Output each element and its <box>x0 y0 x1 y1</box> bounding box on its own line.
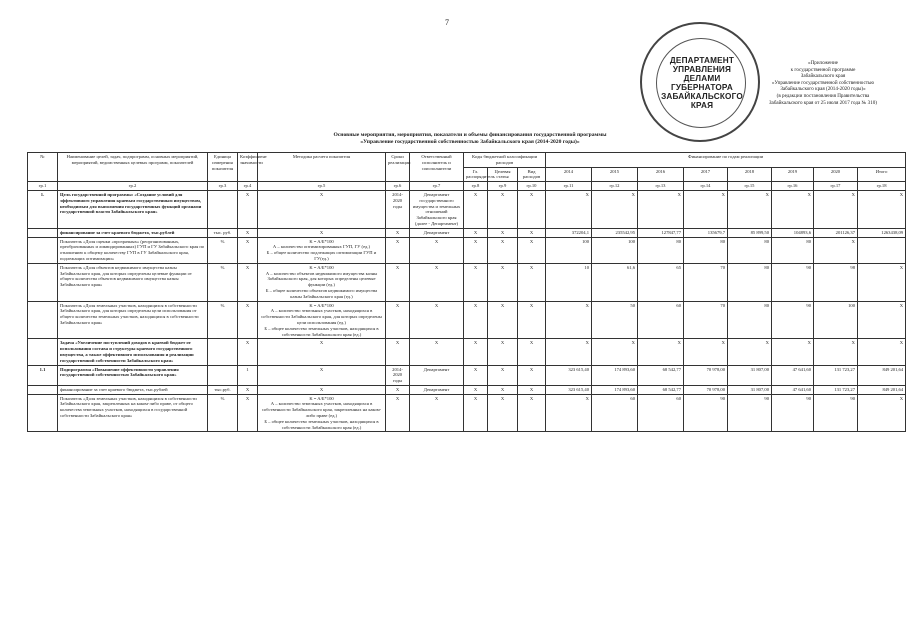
cell-target-code: X <box>488 228 518 237</box>
cell-responsible: X <box>410 237 464 263</box>
cell-name: Показатель «Доля земельных участков, находящихся в собственности Забайкальского края, закрепленных на каком-либо праве, от общего количества земельных участков, находящихся в государственной собственности Забайкальского края» <box>58 394 208 432</box>
cell-year-value: 131 723,27 <box>814 365 858 385</box>
column-number: гр.7 <box>410 182 464 191</box>
cell-kind-code: X <box>518 385 546 394</box>
method-line: Б – общее количество земельных участков, находящихся в собственности Забайкальского края (ед.) <box>264 418 379 430</box>
cell-term: X <box>386 385 410 394</box>
cell-year-value: 47 641,60 <box>772 365 814 385</box>
cell-term: X <box>386 339 410 365</box>
cell-target-code: X <box>488 237 518 263</box>
cell-year-value: 90 <box>772 394 814 432</box>
method-line: K = A/Б*100 <box>309 264 334 270</box>
header-unit: Единица измерения показателя <box>208 153 238 182</box>
cell-year-value: 70 <box>684 301 728 339</box>
column-number: гр.17 <box>814 182 858 191</box>
table-row <box>28 263 906 301</box>
cell-year-value: 60 <box>638 301 684 339</box>
table-row <box>28 339 906 365</box>
cell-year-value: 70 978,00 <box>684 385 728 394</box>
cell-coef: X <box>238 237 258 263</box>
cell-unit: % <box>208 394 238 432</box>
appendix-line: (в редакции постановления Правительства <box>776 92 870 99</box>
header-kind: Вид расходов <box>518 167 546 182</box>
cell-method <box>258 394 386 432</box>
cell-admin-code: X <box>464 301 488 339</box>
cell-kind-code: X <box>518 339 546 365</box>
method-line: X <box>319 386 324 392</box>
cell-responsible: X <box>410 339 464 365</box>
cell-coef: 1 <box>238 365 258 385</box>
page-number: 7 <box>445 18 449 27</box>
cell-unit: % <box>208 301 238 339</box>
cell-target-code: X <box>488 394 518 432</box>
cell-year-value: 90 <box>772 301 814 339</box>
cell-no <box>28 339 58 365</box>
cell-year-value: X <box>546 301 592 339</box>
cell-method <box>258 237 386 263</box>
cell-no <box>28 385 58 394</box>
appendix-line: Забайкальского края (2014-2020 годы)» <box>780 86 866 93</box>
cell-admin-code: X <box>464 385 488 394</box>
appendix-note <box>752 60 894 106</box>
cell-total: X <box>858 263 906 301</box>
appendix-line: Забайкальского края от 25 июля 2017 года № 310) <box>769 99 877 106</box>
header-year: 2017 <box>684 167 728 182</box>
header-year: 2020 <box>814 167 858 182</box>
cell-term: X <box>386 228 410 237</box>
cell-no: 1. <box>28 190 58 228</box>
method-line: Б – общее количество подлежащих оптимизации ГУП и ГУ(ед.) <box>266 250 377 261</box>
cell-term: X <box>386 237 410 263</box>
cell-admin-code: X <box>464 263 488 301</box>
stamp-line: ЗАБАЙКАЛЬСКОГО <box>661 92 743 101</box>
cell-coef: X <box>238 339 258 365</box>
header-budget-codes: Коды бюджетной классификации расходов <box>464 153 546 168</box>
cell-unit: тыс.руб. <box>208 385 238 394</box>
cell-method <box>258 339 386 365</box>
cell-year-value: X <box>546 339 592 365</box>
column-number: гр.14 <box>684 182 728 191</box>
column-number: гр.9 <box>488 182 518 191</box>
cell-year-value: 65 <box>638 263 684 301</box>
header-year: 2014 <box>546 167 592 182</box>
cell-year-value: 80 <box>728 237 772 263</box>
cell-year-value: 201126,37 <box>814 228 858 237</box>
header-method: Методика расчета показателя <box>258 153 386 182</box>
cell-year-value: X <box>684 190 728 228</box>
stamp-line: КРАЯ <box>690 101 714 110</box>
cell-term: X <box>386 301 410 339</box>
header-total: Итого <box>858 167 906 182</box>
cell-year-value: X <box>638 190 684 228</box>
cell-year-value: 235542,95 <box>592 228 638 237</box>
cell-no <box>28 228 58 237</box>
header-coef: Коэффициент значимости <box>238 153 258 182</box>
cell-year-value: X <box>684 339 728 365</box>
table-row <box>28 301 906 339</box>
cell-target-code: X <box>488 190 518 228</box>
table-row <box>28 190 906 228</box>
cell-responsible: Департамент государственного имущества и земельных отношений Забайкальского края (далее - Департамент) <box>410 190 464 228</box>
method-line: А – количество земельных участков, находящихся в собственности Забайкальского края, закрепленных на каком-либо праве (ед.) <box>261 401 382 419</box>
cell-unit <box>208 365 238 385</box>
column-number: гр.11 <box>546 182 592 191</box>
column-number: гр.2 <box>58 182 208 191</box>
cell-admin-code: X <box>464 228 488 237</box>
cell-no <box>28 237 58 263</box>
cell-term: X <box>386 263 410 301</box>
appendix-line: «Приложение <box>808 60 838 66</box>
cell-kind-code: X <box>518 394 546 432</box>
header-finance: Финансирование по годам реализации <box>546 153 906 168</box>
cell-coef: X <box>238 394 258 432</box>
cell-name: Задача «Увеличение поступлений доходов в краевой бюджет от использования состава и структуры краевого государственного имущества, а также эффективного использования и реализации государственной собственности Забайкальского края» <box>58 339 208 365</box>
cell-unit: % <box>208 263 238 301</box>
cell-year-value: 174 893,60 <box>592 365 638 385</box>
cell-name: Показатель «Доля объектов недвижимого имущества казны Забайкальского края, для которых определены целевые функции от общего количества объектов недвижимого имущества казны Забайкальского края» <box>58 263 208 301</box>
header-no: № <box>28 153 58 182</box>
cell-kind-code: X <box>518 301 546 339</box>
table-row <box>28 394 906 432</box>
cell-year-value: X <box>592 339 638 365</box>
header-target: Целевая статья <box>488 167 518 182</box>
table-row <box>28 385 906 394</box>
method-line: X <box>319 366 324 372</box>
stamp-text <box>642 56 762 110</box>
table-row <box>28 237 906 263</box>
cell-target-code: X <box>488 339 518 365</box>
cell-year-value: X <box>814 237 858 263</box>
method-line: А – количество земельных участков, находящихся в собственности Забайкальского края, для которых определены цели использования (ед.) <box>261 308 382 325</box>
column-number: гр.10 <box>518 182 546 191</box>
cell-responsible: Департамент <box>410 365 464 385</box>
method-line: K = A/Б*100 <box>309 395 334 401</box>
column-number-row <box>28 182 906 191</box>
cell-year-value: X <box>728 339 772 365</box>
cell-term: X <box>386 394 410 432</box>
cell-method <box>258 190 386 228</box>
cell-year-value: 127847,77 <box>638 228 684 237</box>
cell-total <box>858 237 906 263</box>
cell-year-value: 70 <box>684 263 728 301</box>
method-line: X <box>319 191 324 197</box>
cell-coef: X <box>238 301 258 339</box>
header-term: Сроки реализации <box>386 153 410 182</box>
cell-year-value: X <box>546 394 592 432</box>
cell-year-value: 323 615,40 <box>546 385 592 394</box>
cell-responsible: X <box>410 263 464 301</box>
appendix-line: «Управление государственной собственностью <box>771 79 875 86</box>
cell-year-value: 80 <box>638 237 684 263</box>
appendix-line: к государственной программе <box>790 66 856 73</box>
cell-admin-code: X <box>464 365 488 385</box>
cell-year-value: 80 <box>684 237 728 263</box>
method-line: X <box>319 340 324 346</box>
cell-unit <box>208 339 238 365</box>
cell-term: 2014-2020 годы <box>386 365 410 385</box>
method-line: А – количество объектов недвижимого имущества казны Забайкальского края, для которых определены целевые функции (ед.) <box>265 270 378 288</box>
cell-year-value: 323 615,40 <box>546 365 592 385</box>
cell-name: финансирование за счет краевого бюджета, тыс.рублей <box>58 385 208 394</box>
cell-name: Подпрограмма «Повышение эффективности управления государственной собственностью Забайкальского края» <box>58 365 208 385</box>
cell-target-code: X <box>488 365 518 385</box>
cell-year-value: 131 723,27 <box>814 385 858 394</box>
cell-year-value: X <box>546 190 592 228</box>
cell-kind-code: X <box>518 228 546 237</box>
column-number: гр.3 <box>208 182 238 191</box>
cell-no <box>28 263 58 301</box>
cell-year-value: 60 <box>638 394 684 432</box>
header-admin: Гл. распорядитель <box>464 167 488 182</box>
stamp-line: ДЕПАРТАМЕНТ <box>669 56 735 65</box>
cell-name: Цель государственной программы: «Создание условий для эффективного управления краевым государственным имуществом, необходимым для выполнения государственных функций органами государственной власти Забайкальского края» <box>58 190 208 228</box>
cell-no <box>28 301 58 339</box>
cell-responsible: X <box>410 301 464 339</box>
cell-year-value: X <box>728 190 772 228</box>
cell-term: 2014-2020 годы <box>386 190 410 228</box>
method-line: Б – общее количество земельных участков, находящихся в собственности Забайкальского края (ед.) <box>264 325 379 337</box>
cell-name: Показатель «Доля земельных участков, находящихся в собственности Забайкальского края, для которых определены цели использования от общего количества земельных участков, находящихся в собственности Забайкальского края» <box>58 301 208 339</box>
cell-year-value: 100 <box>546 237 592 263</box>
cell-year-value: 50 <box>592 301 638 339</box>
cell-coef: X <box>238 385 258 394</box>
cell-year-value: 104893,6 <box>772 228 814 237</box>
cell-unit: тыс. руб. <box>208 228 238 237</box>
cell-total: X <box>858 190 906 228</box>
cell-year-value: 60 <box>592 394 638 432</box>
cell-year-value: 135679,7 <box>684 228 728 237</box>
cell-unit: % <box>208 237 238 263</box>
cell-name: финансирование за счет краевого бюджета, тыс.рублей <box>58 228 208 237</box>
cell-year-value: X <box>772 339 814 365</box>
stamp-line: УПРАВЛЕНИЯ <box>672 65 732 74</box>
header-year: 2018 <box>728 167 772 182</box>
cell-year-value: 90 <box>684 394 728 432</box>
stamp-line: ДЕЛАМИ <box>683 74 721 83</box>
cell-name: Показатель «Доля оценки «прозрачных» (реорганизованных, преобразованных и ликвидированных) ГУП и ГУ Забайкальского края по отношению к общему количеству ГУП в ГУ Забайкальского края, подлежащих оптимизации» <box>58 237 208 263</box>
title-line-1: Основные мероприятия, мероприятия, показатели и объемы финансирования государственной программы <box>333 132 607 138</box>
header-year: 2015 <box>592 167 638 182</box>
cell-year-value: 80 <box>772 237 814 263</box>
cell-no: 1.1 <box>28 365 58 385</box>
cell-responsible: Департамент <box>410 228 464 237</box>
cell-method <box>258 263 386 301</box>
cell-year-value: 174 893,60 <box>592 385 638 394</box>
cell-year-value: 68 542,77 <box>638 385 684 394</box>
header-responsible: Ответственный исполнитель и соисполнители <box>410 153 464 182</box>
cell-year-value: X <box>638 339 684 365</box>
cell-total: 849 201,64 <box>858 365 906 385</box>
cell-year-value: 80 <box>728 263 772 301</box>
column-number: гр.8 <box>464 182 488 191</box>
cell-year-value: 61,6 <box>592 263 638 301</box>
column-number: гр.15 <box>728 182 772 191</box>
cell-total: 849 201,64 <box>858 385 906 394</box>
stamp-line: ГУБЕРНАТОРА <box>671 83 733 92</box>
cell-year-value: 372204,1 <box>546 228 592 237</box>
cell-kind-code: X <box>518 237 546 263</box>
cell-admin-code: X <box>464 394 488 432</box>
method-line: K = A/Б*100 <box>309 238 334 244</box>
cell-year-value: 31 807,00 <box>728 365 772 385</box>
cell-year-value: 68 542,77 <box>638 365 684 385</box>
cell-kind-code: X <box>518 263 546 301</box>
column-number: гр.5 <box>258 182 386 191</box>
cell-year-value: 90 <box>814 394 858 432</box>
cell-unit <box>208 190 238 228</box>
column-number: гр.18 <box>858 182 906 191</box>
department-stamp <box>640 22 760 142</box>
header-year: 2019 <box>772 167 814 182</box>
cell-total: X <box>858 394 906 432</box>
cell-total: X <box>858 301 906 339</box>
column-number: гр.12 <box>592 182 638 191</box>
cell-target-code: X <box>488 263 518 301</box>
cell-admin-code: X <box>464 339 488 365</box>
method-line: K = A/Б*100 <box>309 302 334 308</box>
cell-year-value: 31 807,00 <box>728 385 772 394</box>
cell-method <box>258 365 386 385</box>
cell-admin-code: X <box>464 190 488 228</box>
cell-admin-code: X <box>464 237 488 263</box>
cell-year-value: X <box>592 190 638 228</box>
cell-total: 1263438,09 <box>858 228 906 237</box>
cell-year-value: 100 <box>592 237 638 263</box>
column-number: гр.4 <box>238 182 258 191</box>
cell-target-code: X <box>488 385 518 394</box>
cell-target-code: X <box>488 301 518 339</box>
cell-no <box>28 394 58 432</box>
cell-year-value: 90 <box>772 263 814 301</box>
header-name: Наименование целей, задач, подпрограмм, основных мероприятий, мероприятий, ведомственных целевых программ, показателей <box>58 153 208 182</box>
appendix-line: Забайкальского края <box>800 73 846 80</box>
header-year: 2016 <box>638 167 684 182</box>
column-number: гр.13 <box>638 182 684 191</box>
cell-coef: X <box>238 263 258 301</box>
cell-responsible: Департамент <box>410 385 464 394</box>
document-title <box>250 132 690 146</box>
title-line-2: «Управление государственной собственностью Забайкальского края (2014-2020 годы)» <box>360 139 580 145</box>
method-line: Б – общее количество объектов недвижимого имущества казны Забайкальского края (ед.) <box>265 287 378 299</box>
table-row <box>28 228 906 237</box>
cell-method <box>258 301 386 339</box>
header-row <box>28 153 906 168</box>
cell-kind-code: X <box>518 190 546 228</box>
cell-year-value: 80 <box>728 301 772 339</box>
cell-year-value: X <box>814 190 858 228</box>
cell-total: X <box>858 339 906 365</box>
cell-coef: X <box>238 190 258 228</box>
column-number: гр.16 <box>772 182 814 191</box>
table-row <box>28 365 906 385</box>
cell-year-value: 85 899,50 <box>728 228 772 237</box>
cell-coef: X <box>238 228 258 237</box>
method-line: X <box>319 229 324 235</box>
column-number: гр.6 <box>386 182 410 191</box>
cell-year-value: 98 <box>814 263 858 301</box>
cell-year-value: 90 <box>728 394 772 432</box>
cell-year-value: X <box>772 190 814 228</box>
cell-year-value: X <box>814 339 858 365</box>
cell-year-value: 47 641,60 <box>772 385 814 394</box>
cell-method <box>258 228 386 237</box>
cell-year-value: 100 <box>814 301 858 339</box>
method-line: А – количество оптимизированных ГУП, ГУ (ед.) <box>272 244 371 250</box>
cell-year-value: 10 <box>546 263 592 301</box>
cell-method <box>258 385 386 394</box>
column-number: гр.1 <box>28 182 58 191</box>
cell-responsible: X <box>410 394 464 432</box>
program-table <box>27 152 906 432</box>
cell-year-value: 70 978,00 <box>684 365 728 385</box>
cell-kind-code: X <box>518 365 546 385</box>
